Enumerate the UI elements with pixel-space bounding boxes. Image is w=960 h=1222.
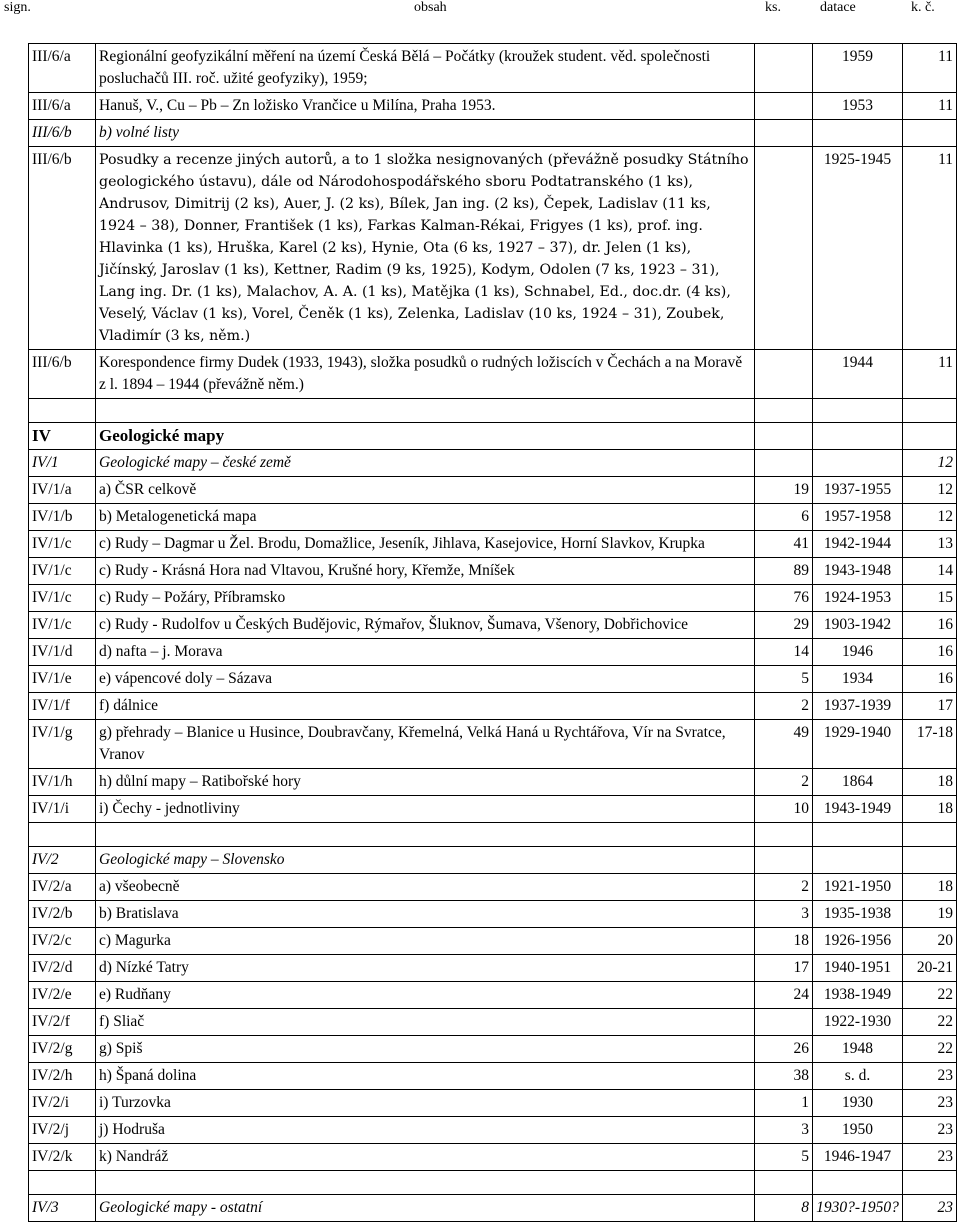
table-row [29,504,957,531]
table-row [29,44,957,93]
content-cell: Korespondence firmy Dudek (1933, 1943), složka posudků o rudných ložiscích v Čechách a na Moravě z l. 1894 – 1944 (převážně něm.) [96,350,755,399]
count-cell [755,44,813,93]
date-cell: 1959 [813,44,903,93]
date-cell: 1922-1930 [813,1009,903,1036]
box-number-cell: 23 [903,1195,957,1222]
count-cell [755,423,813,450]
header-sign: sign. [4,0,31,15]
signature-cell: III/6/b [29,350,96,399]
date-cell: 1944 [813,350,903,399]
content-cell: Geologické mapy – Slovensko [96,847,755,874]
box-number-cell: 18 [903,874,957,901]
box-number-cell: 19 [903,901,957,928]
content-cell: b) Bratislava [96,901,755,928]
table-row [29,1117,957,1144]
signature-cell: IV/3 [29,1195,96,1222]
box-number-cell: 15 [903,585,957,612]
date-cell: 1930?-1950? [813,1195,903,1222]
box-number-cell: 16 [903,666,957,693]
content-cell [96,1171,755,1195]
signature-cell: IV/2/i [29,1090,96,1117]
signature-cell: III/6/b [29,147,96,350]
signature-cell: IV/2 [29,847,96,874]
signature-cell [29,823,96,847]
count-cell: 19 [755,477,813,504]
box-number-cell: 11 [903,147,957,350]
table-row [29,1036,957,1063]
signature-cell: IV/2/a [29,874,96,901]
table-row [29,955,957,982]
content-cell: Posudky a recenze jiných autorů, a to 1 složka nesignovaných (převážně posudky Státního geologického ústavu), dále od Národohospodářského sboru Podtatranského (1 ks), Andrusov, Dimitrij (2 ks), Auer, J. (2 ks), Bílek, Jan ing. (2 ks), Čepek, Ladislav (11 ks, 1924 – 38), Donner, František (1 ks), Farkas Kalman-Rékai, Frigyes (1 ks), prof. ing. Hlavinka (1 ks), Hruška, Karel (2 ks), Hynie, Ota (6 ks, 1927 – 37), dr. Jelen (1 ks), Jičínský, Jaroslav (1 ks), Kettner, Radim (9 ks, 1925), Kodym, Odolen (7 ks, 1923 – 31), Lang ing. Dr. (1 ks), Malachov, A. A. (1 ks), Matějka (1 ks), Schnabel, Ed., doc.dr. (4 ks), Veselý, Václav (1 ks), Vorel, Čeněk (1 ks), Zelenka, Ladislav (10 ks, 1924 – 31), Zoubek, Vladimír (3 ks, něm.) [96,147,755,350]
table-row [29,147,957,350]
signature-cell [29,1171,96,1195]
table-row [29,93,957,120]
content-cell: b) Metalogenetická mapa [96,504,755,531]
table-row [29,928,957,955]
date-cell: 1921-1950 [813,874,903,901]
table-row [29,1009,957,1036]
count-cell [755,120,813,147]
signature-cell: IV/1/b [29,504,96,531]
box-number-cell [903,823,957,847]
signature-cell: IV/1/e [29,666,96,693]
count-cell: 49 [755,720,813,769]
signature-cell: IV/1/c [29,612,96,639]
count-cell: 38 [755,1063,813,1090]
table-row [29,531,957,558]
date-cell: 1929-1940 [813,720,903,769]
box-number-cell: 22 [903,982,957,1009]
count-cell: 76 [755,585,813,612]
table-row [29,982,957,1009]
content-cell: i) Čechy - jednotliviny [96,796,755,823]
count-cell: 29 [755,612,813,639]
signature-cell: IV/2/e [29,982,96,1009]
date-cell [813,399,903,423]
signature-cell: IV/1/c [29,585,96,612]
count-cell: 14 [755,639,813,666]
count-cell: 89 [755,558,813,585]
date-cell: 1948 [813,1036,903,1063]
content-cell: h) Španá dolina [96,1063,755,1090]
content-cell: Regionální geofyzikální měření na území Česká Bělá – Počátky (kroužek student. věd. společnosti posluchačů III. roč. užité geofyziky), 1959; [96,44,755,93]
date-cell: 1934 [813,666,903,693]
count-cell: 2 [755,769,813,796]
header-obsah: obsah [414,0,447,15]
box-number-cell: 18 [903,769,957,796]
content-cell: c) Rudy – Požáry, Příbramsko [96,585,755,612]
date-cell: 1935-1938 [813,901,903,928]
signature-cell: III/6/a [29,93,96,120]
date-cell: 1924-1953 [813,585,903,612]
signature-cell: IV/1/h [29,769,96,796]
blank-row [29,1171,957,1195]
box-number-cell: 17 [903,693,957,720]
table-row [29,666,957,693]
box-number-cell [903,120,957,147]
count-cell [755,147,813,350]
date-cell: 1937-1939 [813,693,903,720]
count-cell: 2 [755,874,813,901]
signature-cell: IV/2/h [29,1063,96,1090]
date-cell: 1943-1949 [813,796,903,823]
table-row [29,693,957,720]
box-number-cell [903,399,957,423]
table-row [29,769,957,796]
box-number-cell: 11 [903,44,957,93]
box-number-cell: 23 [903,1144,957,1171]
table-row [29,720,957,769]
table-row [29,558,957,585]
table-row [29,1063,957,1090]
content-cell: k) Nandráž [96,1144,755,1171]
table-row [29,847,957,874]
signature-cell: IV/2/d [29,955,96,982]
signature-cell: IV/1/a [29,477,96,504]
date-cell: 1930 [813,1090,903,1117]
content-cell: c) Rudy - Krásná Hora nad Vltavou, Krušné hory, Křemže, Mníšek [96,558,755,585]
signature-cell: IV/1/f [29,693,96,720]
count-cell: 3 [755,1117,813,1144]
table-row [29,639,957,666]
content-cell [96,399,755,423]
content-cell: i) Turzovka [96,1090,755,1117]
content-cell: d) nafta – j. Morava [96,639,755,666]
content-cell: e) vápencové doly – Sázava [96,666,755,693]
date-cell: 1925-1945 [813,147,903,350]
content-cell [96,823,755,847]
header-ks: ks. [765,0,781,15]
count-cell: 26 [755,1036,813,1063]
count-cell: 17 [755,955,813,982]
box-number-cell: 11 [903,93,957,120]
signature-cell: IV/1 [29,450,96,477]
box-number-cell: 18 [903,796,957,823]
signature-cell: IV/1/c [29,531,96,558]
content-cell: h) důlní mapy – Ratibořské hory [96,769,755,796]
date-cell: 1926-1956 [813,928,903,955]
content-cell: g) přehrady – Blanice u Husince, Doubravčany, Křemelná, Velká Haná u Rychtářova, Vír na Svratce, Vranov [96,720,755,769]
date-cell: 1937-1955 [813,477,903,504]
count-cell: 24 [755,982,813,1009]
date-cell: 1938-1949 [813,982,903,1009]
signature-cell [29,399,96,423]
table-row [29,120,957,147]
signature-cell: IV/1/d [29,639,96,666]
signature-cell: IV/1/g [29,720,96,769]
date-cell [813,847,903,874]
date-cell: 1953 [813,93,903,120]
date-cell [813,450,903,477]
inventory-body [29,44,957,1222]
blank-row [29,399,957,423]
count-cell [755,1009,813,1036]
content-cell: j) Hodruša [96,1117,755,1144]
count-cell: 1 [755,1090,813,1117]
table-row [29,796,957,823]
table-row [29,585,957,612]
content-cell: Geologické mapy - ostatní [96,1195,755,1222]
signature-cell: III/6/b [29,120,96,147]
signature-cell: IV/2/c [29,928,96,955]
signature-cell: IV/1/i [29,796,96,823]
count-cell: 18 [755,928,813,955]
content-cell: b) volné listy [96,120,755,147]
count-cell: 5 [755,666,813,693]
content-cell: a) ČSR celkově [96,477,755,504]
signature-cell: IV/2/g [29,1036,96,1063]
box-number-cell [903,847,957,874]
date-cell: s. d. [813,1063,903,1090]
date-cell: 1940-1951 [813,955,903,982]
content-cell: e) Rudňany [96,982,755,1009]
content-cell: a) všeobecně [96,874,755,901]
header-datace: datace [820,0,856,15]
table-row [29,1090,957,1117]
date-cell: 1946 [813,639,903,666]
signature-cell: IV/2/k [29,1144,96,1171]
box-number-cell [903,1171,957,1195]
box-number-cell: 16 [903,639,957,666]
table-row [29,874,957,901]
signature-cell: IV/1/c [29,558,96,585]
box-number-cell: 12 [903,504,957,531]
count-cell [755,1171,813,1195]
count-cell: 8 [755,1195,813,1222]
count-cell: 5 [755,1144,813,1171]
count-cell: 3 [755,901,813,928]
date-cell: 1903-1942 [813,612,903,639]
box-number-cell: 22 [903,1009,957,1036]
box-number-cell: 20 [903,928,957,955]
box-number-cell: 20-21 [903,955,957,982]
content-cell: f) dálnice [96,693,755,720]
inventory-table [28,43,957,1222]
signature-cell: IV/2/f [29,1009,96,1036]
content-cell: d) Nízké Tatry [96,955,755,982]
box-number-cell [903,423,957,450]
table-row [29,1144,957,1171]
content-cell: c) Rudy – Dagmar u Žel. Brodu, Domažlice, Jeseník, Jihlava, Kasejovice, Horní Slavkov, Krupka [96,531,755,558]
table-row [29,450,957,477]
signature-cell: IV/2/b [29,901,96,928]
date-cell: 1864 [813,769,903,796]
count-cell [755,399,813,423]
signature-cell: IV/2/j [29,1117,96,1144]
count-cell [755,847,813,874]
count-cell: 2 [755,693,813,720]
table-row [29,901,957,928]
box-number-cell: 16 [903,612,957,639]
box-number-cell: 17-18 [903,720,957,769]
date-cell: 1943-1948 [813,558,903,585]
date-cell: 1942-1944 [813,531,903,558]
content-cell: Geologické mapy [96,423,755,450]
date-cell [813,120,903,147]
box-number-cell: 13 [903,531,957,558]
table-row [29,612,957,639]
blank-row [29,823,957,847]
content-cell: c) Rudy - Rudolfov u Českých Budějovic, Rýmařov, Šluknov, Šumava, Všenory, Dobřichovice [96,612,755,639]
count-cell: 41 [755,531,813,558]
section-row [29,423,957,450]
date-cell: 1946-1947 [813,1144,903,1171]
count-cell: 10 [755,796,813,823]
box-number-cell: 23 [903,1117,957,1144]
box-number-cell: 11 [903,350,957,399]
date-cell [813,823,903,847]
box-number-cell: 23 [903,1063,957,1090]
count-cell: 6 [755,504,813,531]
content-cell: Geologické mapy – české země [96,450,755,477]
signature-cell: IV [29,423,96,450]
count-cell [755,93,813,120]
count-cell [755,350,813,399]
date-cell [813,1171,903,1195]
table-row [29,477,957,504]
box-number-cell: 12 [903,450,957,477]
count-cell [755,823,813,847]
content-cell: f) Sliač [96,1009,755,1036]
count-cell [755,450,813,477]
signature-cell: III/6/a [29,44,96,93]
box-number-cell: 23 [903,1090,957,1117]
header-kc: k. č. [911,0,935,15]
column-header [0,0,960,20]
box-number-cell: 22 [903,1036,957,1063]
content-cell: c) Magurka [96,928,755,955]
date-cell: 1950 [813,1117,903,1144]
content-cell: g) Spiš [96,1036,755,1063]
table-row [29,1195,957,1222]
table-row [29,350,957,399]
box-number-cell: 14 [903,558,957,585]
content-cell: Hanuš, V., Cu – Pb – Zn ložisko Vrančice u Milína, Praha 1953. [96,93,755,120]
date-cell: 1957-1958 [813,504,903,531]
date-cell [813,423,903,450]
box-number-cell: 12 [903,477,957,504]
